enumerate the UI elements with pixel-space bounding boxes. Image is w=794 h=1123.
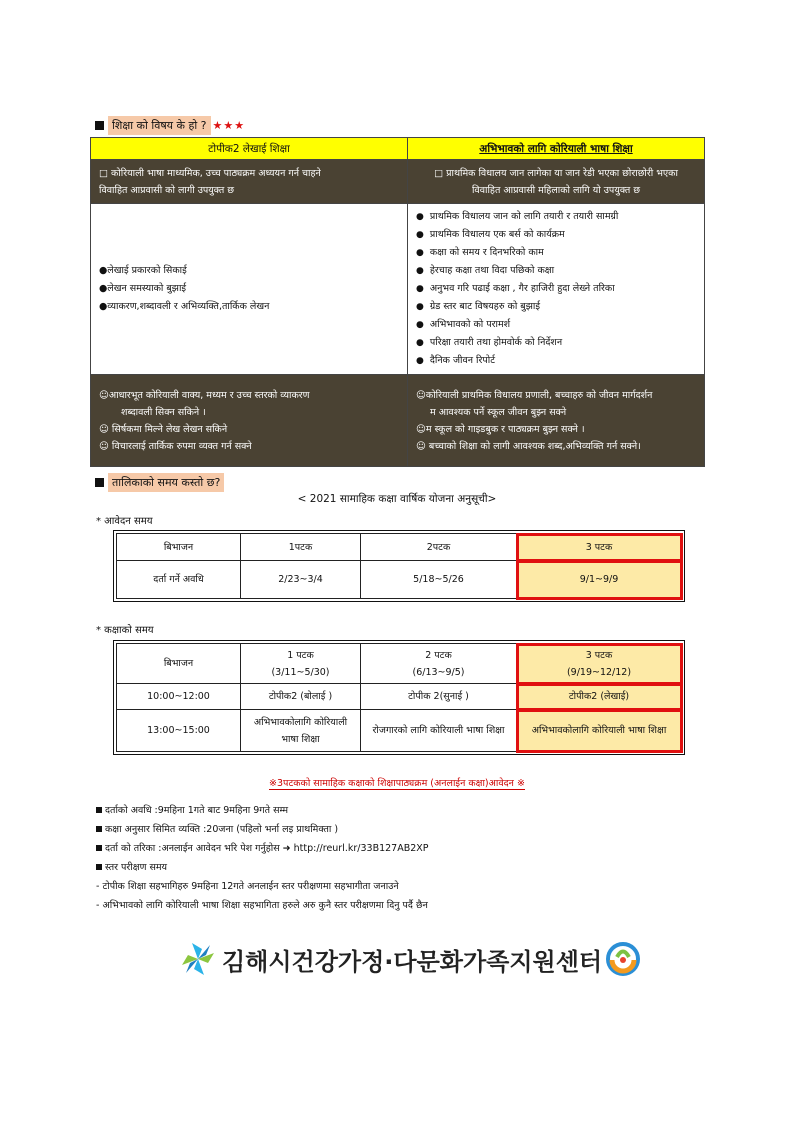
application-label: * आवेदन समय <box>96 516 153 527</box>
list-item: ● प्राथमिक विधालय जान को लागि तयारी र तयारी सामग्री <box>416 208 696 226</box>
classtime-label: * कक्षाको समय <box>96 625 154 636</box>
section-heading-2 <box>95 473 224 492</box>
table-cell: दर्ता गर्ने अवधि <box>117 561 241 599</box>
info-item: कक्षा अनुसार सिमित व्यक्ति :20जना (पहिलो भर्ना लइ प्राथमिक्ता ) <box>96 820 429 839</box>
table-cell: 2पटक <box>361 534 517 561</box>
pinwheel-logo-icon <box>180 941 216 977</box>
table-cell: 5/18~5/26 <box>361 561 517 599</box>
table-cell: अभिभावकोलागि कोरियाली भाषा शिक्षा <box>241 710 361 752</box>
square-bullet-icon <box>95 478 104 487</box>
application-note: ※3पटकको सामाहिक कक्षाको शिक्षापाठ्यक्रम (अनलाईन कक्षा)आवेदन ※ <box>269 778 525 789</box>
list-item: ● दैनिक जीवन रिपोर्ट <box>416 352 696 370</box>
info-item: दर्ताको अवधि :9महिना 1गते बाट 9महिना 9गते सम्म <box>96 801 429 820</box>
target-topik: □ कोरियाली भाषा माध्यमिक, उच्च पाठ्यक्रम अध्ययन गर्न चाहने विवाहित आप्रवासी को लागी उपयुक्त छ <box>91 160 408 204</box>
header-parent-korean: अभिभावको लागि कोरियाली भाषा शिक्षा <box>408 138 705 160</box>
header-topik-writing: टोपीक2 लेखाई शिक्षा <box>91 138 408 160</box>
info-item: दर्ता को तरिका :अनलाईन आवेदन भरि पेश गर्नुहोस ➜ http://reurl.kr/33B127AB2XP <box>96 839 429 858</box>
square-bullet-icon <box>96 845 102 851</box>
list-item: ● अभिभावको को परामर्श <box>416 316 696 334</box>
list-item: ● ग्रेड स्तर बाट विषयहरु को बुझाई <box>416 298 696 316</box>
footer-logo <box>180 940 642 978</box>
section-title: शिक्षा को विषय के हो ? <box>108 116 211 135</box>
table-cell: 2 पटक (6/13~9/5) <box>361 644 517 684</box>
table-cell-highlight: 9/1~9/9 <box>517 561 682 599</box>
content-parent <box>408 204 705 375</box>
table-cell: 2/23~3/4 <box>241 561 361 599</box>
table-cell: 10:00~12:00 <box>117 684 241 710</box>
list-item: ● प्राथमिक विधालय एक बर्स को कार्यक्रम <box>416 226 696 244</box>
list-item: ● कक्षा को समय र दिनभरिको काम <box>416 244 696 262</box>
list-item: ● हेरचाह कक्षा तथा विदा पछिको कक्षा <box>416 262 696 280</box>
square-bullet-icon <box>96 864 102 870</box>
table-cell: टोपीक 2(सुनाई ) <box>361 684 517 710</box>
table-cell-highlight: टोपीक2 (लेखाई) <box>517 684 682 710</box>
table-cell: 13:00~15:00 <box>117 710 241 752</box>
list-item: ● अनुभव गरि पढाई कक्षा , गैर हाजिरी हुदा लेख्ने तरिका <box>416 280 696 298</box>
info-dash-item: - अभिभावको लागि कोरियाली भाषा शिक्षा सहभागिता हरुले अरु कुनै स्तर परीक्षणमा दिनु पर्दै छैन <box>96 900 428 911</box>
content-topik: ●लेखाई प्रकारको सिकाई ●लेखन समस्याको बुझाई ●व्याकरण,शब्दावली र अभिव्यक्ति,तार्किक लेखन <box>91 204 408 375</box>
info-dash-item: - टोपीक शिक्षा सहभागिहरु 9महिना 12गते अनलाईन स्तर परीक्षणमा सहभागीता जनाउने <box>96 881 399 892</box>
classtime-table <box>116 643 682 752</box>
section-heading-1 <box>95 116 245 135</box>
course-comparison-table <box>90 137 705 467</box>
square-bullet-icon <box>95 121 104 130</box>
organization-name: 김해시건강가정·다문화가족지원센터 <box>222 947 603 976</box>
square-bullet-icon <box>96 826 102 832</box>
schedule-caption: < 2021 सामाहिक कक्षा वार्षिक योजना अनुसूची> <box>297 493 497 505</box>
info-item: स्तर परीक्षण समय <box>96 858 429 877</box>
table-cell-highlight: 3 पटक (9/19~12/12) <box>517 644 682 684</box>
table-cell: बिभाजन <box>117 644 241 684</box>
table-cell: बिभाजन <box>117 534 241 561</box>
info-list <box>96 801 429 915</box>
table-cell-highlight: 3 पटक <box>517 534 682 561</box>
star-icons: ★★★ <box>212 119 246 132</box>
application-table <box>116 533 682 599</box>
table-cell: टोपीक2 (बोलाई ) <box>241 684 361 710</box>
section-title: तालिकाको समय कस्तो छ? <box>108 473 224 492</box>
outcome-topik: ☺आधारभूत कोरियाली वाक्य, मध्यम र उच्च स्तरको व्याकरण शब्दावली सिक्न सकिने । ☺ सिर्षकमा मिल्ने लेख लेखन सकिने ☺ विचारलाई तार्किक रुपमा व्यक्त गर्न सक्ने <box>91 375 408 467</box>
list-item: ● परिक्षा तयारी तथा होमवोर्क को निर्देशन <box>416 334 696 352</box>
square-bullet-icon <box>96 807 102 813</box>
outcome-parent: ☺कोरियाली प्राथमिक विधालय प्रणाली, बच्चाहरु को जीवन मार्गदर्शन म आवश्यक पर्ने स्कूल जीवन बुझ्न सक्ने ☺म स्कूल को गाइडबुक र पाठ्यक्रम बुझ्न सक्ने । ☺ बच्चाको शिक्षा को लागी आवश्यक शब्द,अभिव्यक्ति गर्न सक्ने। <box>408 375 705 467</box>
table-cell: 1 पटक (3/11~5/30) <box>241 644 361 684</box>
family-swirl-icon <box>604 940 642 978</box>
target-parent: □ प्राथमिक विधालय जान लागेका या जान रेडी भएका छोराछोरी भएका विवाहित आप्रवासी महिलाको लागि यो उपयुक्त छ <box>408 160 705 204</box>
table-cell: रोजगारको लागि कोरियाली भाषा शिक्षा <box>361 710 517 752</box>
table-cell: 1पटक <box>241 534 361 561</box>
table-cell-highlight: अभिभावकोलागि कोरियाली भाषा शिक्षा <box>517 710 682 752</box>
